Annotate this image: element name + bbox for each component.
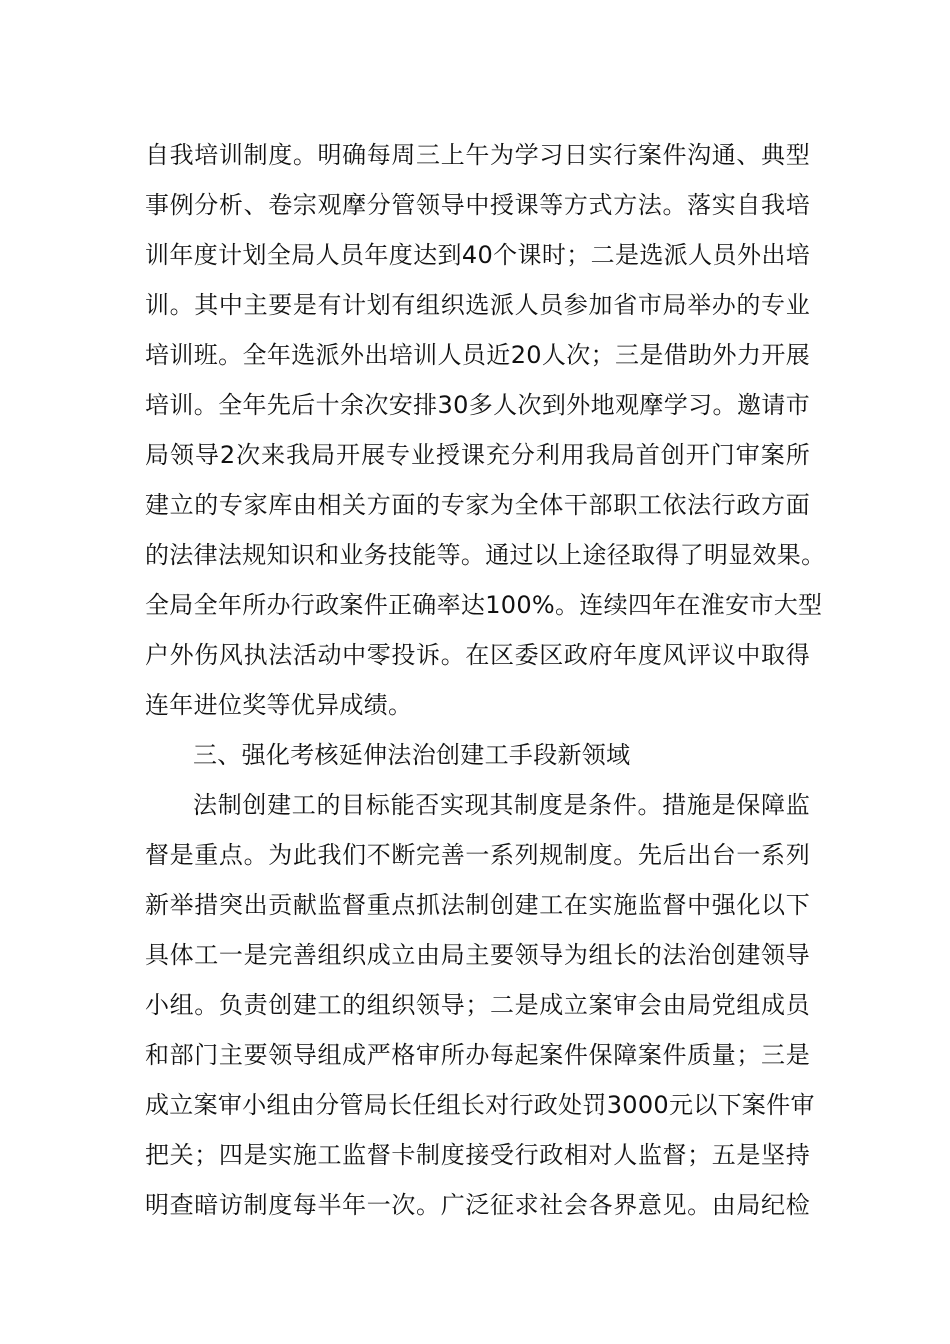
body-line: 户外伤风执法活动中零投诉。在区委区政府年度风评议中取得: [145, 641, 810, 669]
body-line: 事例分析、卷宗观摩分管领导中授课等方式方法。落实自我培: [145, 191, 810, 219]
body-line: 明查暗访制度每半年一次。广泛征求社会各界意见。由局纪检: [145, 1191, 810, 1219]
document-body: [145, 130, 826, 1230]
body-line: 成立案审小组由分管局长任组长对行政处罚3000元以下案件审: [145, 1091, 815, 1119]
body-line: 建立的专家库由相关方面的专家为全体干部职工依法行政方面: [145, 491, 810, 519]
body-line: 培训班。全年选派外出培训人员近20人次；三是借助外力开展: [145, 341, 810, 369]
body-line: 督是重点。为此我们不断完善一系列规制度。先后出台一系列: [145, 841, 810, 869]
body-line: 自我培训制度。明确每周三上午为学习日实行案件沟通、典型: [145, 141, 810, 169]
body-line: 培训。全年先后十余次安排30多人次到外地观摩学习。邀请市: [145, 391, 810, 419]
body-line: 和部门主要领导组成严格审所办每起案件保障案件质量；三是: [145, 1041, 810, 1069]
body-line: 训。其中主要是有计划有组织选派人员参加省市局举办的专业: [145, 291, 810, 319]
body-line: 法制创建工的目标能否实现其制度是条件。措施是保障监: [193, 791, 810, 819]
body-line: 训年度计划全局人员年度达到40个课时；二是选派人员外出培: [145, 241, 810, 269]
body-line: 新举措突出贡献监督重点抓法制创建工在实施监督中强化以下: [145, 891, 810, 919]
body-line: 局领导2次来我局开展专业授课充分利用我局首创开门审案所: [145, 441, 810, 469]
section-heading: 三、强化考核延伸法治创建工手段新领域: [193, 741, 631, 769]
body-line: 小组。负责创建工的组织领导；二是成立案审会由局党组成员: [145, 991, 810, 1019]
body-line: 具体工一是完善组织成立由局主要领导为组长的法治创建领导: [145, 941, 810, 969]
body-line: 把关；四是实施工监督卡制度接受行政相对人监督；五是坚持: [145, 1141, 810, 1169]
body-line: 连年进位奖等优异成绩。: [145, 691, 413, 719]
body-line: 全局全年所办行政案件正确率达100%。连续四年在淮安市大型: [145, 591, 823, 619]
body-line: 的法律法规知识和业务技能等。通过以上途径取得了明显效果。: [145, 541, 826, 569]
